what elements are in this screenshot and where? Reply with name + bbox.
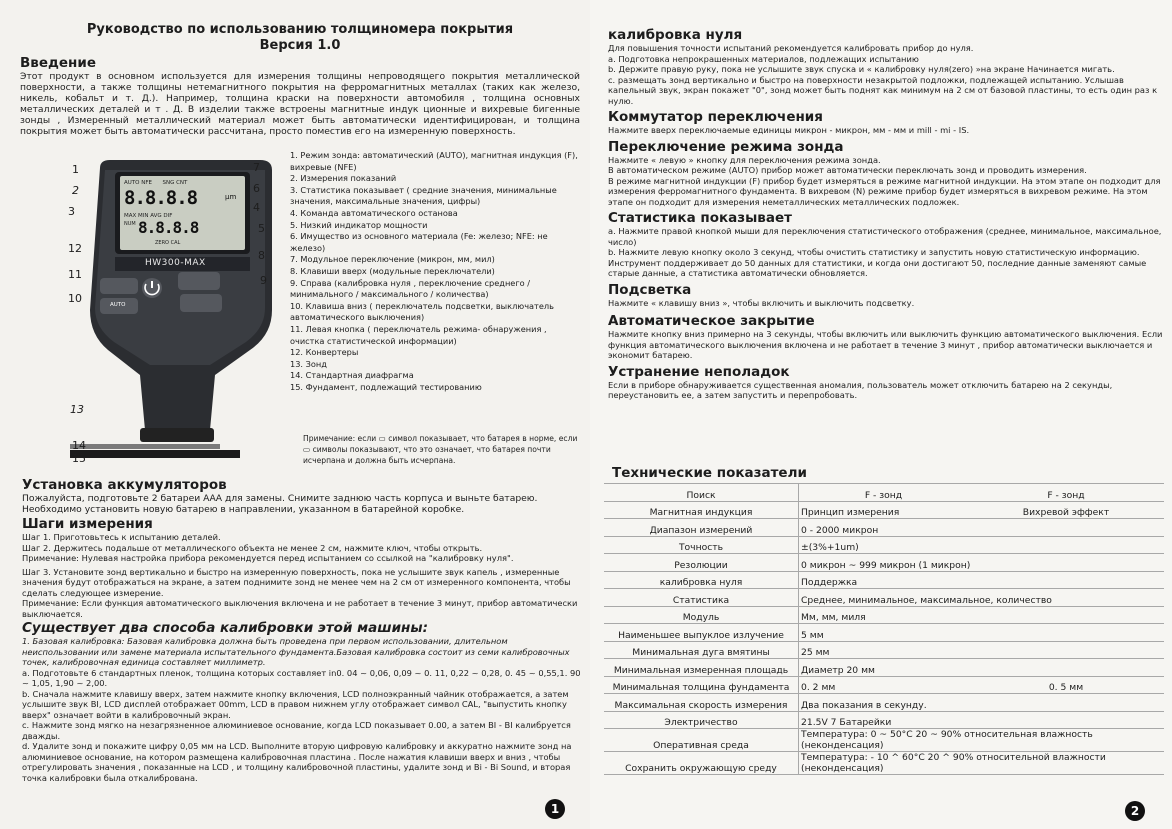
callout-8: 8 xyxy=(258,249,265,262)
spec-value: 0. 2 мм xyxy=(799,676,969,694)
step-1: Шаг 1. Приготовьтесь к испытанию деталей. xyxy=(22,532,221,542)
auto-off-text: Нажмите кнопку вниз примерно на 3 секунды, чтобы включить или выключить функцию автоматического выключения. Если функция автоматического выключения включена и не работает в течение 3 минут , прибор автоматически выключается и экономит батарею. xyxy=(608,329,1163,360)
spec-value: Диаметр 20 мм xyxy=(799,659,1165,677)
stats-heading: Статистика показывает xyxy=(608,210,792,226)
spec-key: Оперативная среда xyxy=(604,729,799,752)
step-note-1: Примечание: Нулевая настройка прибора рекомендуется перед испытанием со ссылкой на "калибровку нуля". xyxy=(22,553,514,563)
device-model: HW300-MAX xyxy=(145,258,206,268)
list-item: 14. Стандартная диафрагма xyxy=(290,370,414,381)
spec-key: Электричество xyxy=(604,711,799,729)
manual-title: Руководство по использованию толщиномера покрытия xyxy=(86,22,514,37)
probe-mode-heading: Переключение режима зонда xyxy=(608,138,844,155)
stats-text-1: a. Нажмите правой кнопкой мыши для переключения статистического отображения (среднее, минимальное, максимальное, число) xyxy=(608,226,1162,247)
table-row xyxy=(604,624,1164,642)
spec-value: Два показания в секунду. xyxy=(799,694,1165,712)
troubleshooting-heading: Устранение неполадок xyxy=(608,363,790,380)
spec-value-2: 0. 5 мм xyxy=(968,676,1164,694)
table-row xyxy=(604,641,1164,659)
page-number-2: 2 xyxy=(1125,801,1145,821)
lcd-unit: μm xyxy=(225,193,237,201)
steps-heading: Шаги измерения xyxy=(22,516,153,532)
calibration-step-a: a. Подготовьте 6 стандартных пленок, толщина которых составляет in0. 04 ~ 0,06, 0,09 ~ 0. 11, 0,22 ~ 0,28, 0. 45 ~ 0,55,1. 90 ~ 1,05, 1,90 ~ 2,00. xyxy=(22,667,581,688)
spec-key: Наименьшее выпуклое излучение xyxy=(604,624,799,642)
lcd-top-labels: AUTO NFE SNG CNT xyxy=(124,180,188,186)
spec-key: Модуль xyxy=(604,606,799,624)
list-item: 8. Клавиши вверх (модульные переключатели) xyxy=(290,265,495,276)
list-item: 2. Измерения показаний xyxy=(290,173,397,184)
list-item: 12. Конвертеры xyxy=(290,347,359,358)
spec-value: 25 мм xyxy=(799,641,1165,659)
zero-text-2: a. Подготовка непрокрашенных материалов, подлежащих испытанию xyxy=(608,53,919,64)
lcd-digits-bottom: 8.8.8.8 xyxy=(138,218,199,237)
callout-14: 14 xyxy=(72,439,86,452)
callout-13: 13 xyxy=(70,403,84,416)
step-note-2: Примечание: Если функция автоматического выключения включена и не работает в течение 3 минут, прибор автоматически выключается. xyxy=(22,598,578,619)
page-number-1: 1 xyxy=(545,799,565,819)
callout-5: 5 xyxy=(258,222,265,235)
list-item: 13. Зонд xyxy=(290,358,327,369)
zero-calibration-heading: калибровка нуля xyxy=(608,27,743,43)
spec-key: Диапазон измерений xyxy=(604,519,799,537)
spec-key: Максимальная скорость измерения xyxy=(604,694,799,712)
list-item: 4. Команда автоматического останова xyxy=(290,207,458,218)
spec-value: F - зонд xyxy=(799,484,969,502)
zero-text-3: b. Держите правую руку, пока не услышите звук спуска и « калибровку нуля(zero) »на экране Начинается мигать. xyxy=(608,64,1115,74)
spec-value-2: Вихревой эффект xyxy=(968,501,1164,519)
stats-text-2: b. Нажмите левую кнопку около 3 секунд, чтобы очистить статистику и запустить новую статистическую информацию. Инструмент поддерживает до 50 данных для статистики, и когда они достигают 50, последние данные заменяют самые старые данные, а статистика автоматически обновляется. xyxy=(608,247,1147,278)
spec-value: ±(3%+1um) xyxy=(799,536,1165,554)
list-item: 9. Справа (калибровка нуля , переключение среднего / минимального / максимального / количества) xyxy=(290,277,531,300)
table-row xyxy=(604,606,1164,624)
spec-key: Магнитная индукция xyxy=(604,501,799,519)
callout-7: 7 xyxy=(253,161,260,174)
lcd-mid-labels: MAX MIN AVG DIF xyxy=(124,213,173,219)
table-row xyxy=(604,501,1164,519)
specs-table xyxy=(604,483,1164,775)
lcd-zero-label: ZERO CAL xyxy=(155,240,181,246)
lcd-num-label: NUM xyxy=(124,221,136,227)
table-row xyxy=(604,536,1164,554)
list-item: 15. Фундамент, подлежащий тестированию xyxy=(290,381,482,392)
spec-value: 0 - 2000 микрон xyxy=(799,519,1165,537)
switch-text: Нажмите вверх переключаемые единицы микрон - микрон, мм - мм и mill - mi - IS. xyxy=(608,125,970,135)
callout-2: 2 xyxy=(72,184,79,197)
table-row xyxy=(604,711,1164,729)
table-row xyxy=(604,554,1164,572)
lcd-digits-top: 8.8.8.8 xyxy=(124,187,198,209)
spec-value: Температура: 0 ~ 50°C 20 ~ 90% относительная влажность (неконденсация) xyxy=(799,729,1165,752)
callout-11: 11 xyxy=(68,268,82,281)
table-row xyxy=(604,676,1164,694)
probe-text-1: Нажмите « левую » кнопку для переключения режима зонда. xyxy=(608,154,881,165)
right-page xyxy=(590,0,1172,829)
table-row xyxy=(604,484,1164,502)
callout-4: 4 xyxy=(253,201,260,214)
list-item: 6. Имущество из основного материала (Fe: железо; NFE: не железо) xyxy=(290,231,548,253)
spec-value: Принцип измерения xyxy=(799,501,969,519)
spec-key: калибровка нуля xyxy=(604,571,799,589)
list-item: 3. Статистика показывает ( средние значения, минимальные значения, максимальные значения, цифры) xyxy=(290,184,557,207)
spec-key: Сохранить окружающую среду xyxy=(604,752,799,775)
spec-value: Среднее, минимальное, максимальное, количество xyxy=(799,589,1165,607)
spec-value: Температура: - 10 ^ 60°C 20 ^ 90% относительной влажности (неконденсация) xyxy=(799,752,1165,775)
spec-value: Мм, мм, миля xyxy=(799,606,1165,624)
table-row xyxy=(604,589,1164,607)
probe-text-3: В режиме магнитной индукции (F) прибор будет измеряться в режиме магнитной индукции. На этом этапе он подходит для измерения ферромагнитного фундамента. В вихревом (N) режиме прибор будет измеряться в вихревом режиме. На этом этапе он подходит для измерения неметаллических металлических подложек. xyxy=(608,175,1161,207)
switch-heading: Коммутатор переключения xyxy=(608,109,823,125)
callout-15: 15 xyxy=(72,452,86,465)
calibration-step-b: b. Сначала нажмите клавишу вверх, затем нажмите кнопку включения, LCD полноэкранный чайник отображается, а затем услышите звук BI, LCD дисплей отображает 00mm, LCD в правом нижнем углу отображает символ CAL, "выпустить кнопку вверх" означает войти в калибровочный экран. xyxy=(22,688,569,720)
auto-button-label: AUTO xyxy=(110,302,126,308)
table-row xyxy=(604,519,1164,537)
spec-value-2: F - зонд xyxy=(968,484,1164,502)
callout-9: 9 xyxy=(260,274,267,287)
table-row xyxy=(604,659,1164,677)
callout-3: 3 xyxy=(68,205,75,218)
spec-key: Точность xyxy=(604,536,799,554)
spec-value: 21.5V 7 Батарейки xyxy=(799,711,1165,729)
calibration-intro: 1. Базовая калибровка: Базовая калибровка должна быть проведена при первом использовании, длительном неиспользовании или замене материала испытательного фундамента.Базовая калибровка состоит из семи калибровочных точек, калибровочная единица составляет миллиметр. xyxy=(22,636,570,667)
list-item: 5. Низкий индикатор мощности xyxy=(290,219,428,230)
callout-1: 1 xyxy=(72,163,79,176)
spec-key: Поиск xyxy=(604,484,799,502)
callout-12: 12 xyxy=(68,242,82,255)
table-row xyxy=(604,694,1164,712)
table-row xyxy=(604,729,1164,752)
calibration-heading: Существует два способа калибровки этой машины: xyxy=(22,620,428,636)
intro-heading: Введение xyxy=(20,55,96,71)
list-item: 11. Левая кнопка ( переключатель режима- обнаружения , очистка статистической информации) xyxy=(290,323,547,346)
feature-list xyxy=(290,150,580,393)
battery-note: Примечание: если ▭ символ показывает, что батарея в норме, если ▭ символы показывают, что это означает, что батарея почти исчерпана и должна быть исчерпана. xyxy=(303,434,578,465)
calibration-step-c: c. Нажмите зонд мягко на незагрязненное алюминиевое основание, когда LCD показывает 0.00, а затем BI - BI калибруется дважды. xyxy=(22,720,571,741)
probe-text-2: В автоматическом режиме (AUTO) прибор может автоматически переключать зонд и проводить измерения. xyxy=(608,165,1087,175)
spec-value: 0 микрон ~ 999 микрон (1 микрон) xyxy=(799,554,1165,572)
spec-key: Минимальная толщина фундамента xyxy=(604,676,799,694)
list-item: 7. Модульное переключение (микрон, мм, мил) xyxy=(290,254,495,265)
table-row xyxy=(604,571,1164,589)
spec-value: 5 мм xyxy=(799,624,1165,642)
backlight-heading: Подсветка xyxy=(608,281,692,298)
intro-text: Этот продукт в основном используется для измерения толщины непроводящего покрытия металлической поверхности, а также толщины нетемагнитного покрытия на ферромагнитных металлах (таких как железо, никель, кобальт и т. Д.). Например, толщина краски на поверхности автомобиля , толщина основных металлических деталей и т . Д. В изделии также встроены магнитные индук ционные и вихревые бигенные зонды , Измеренный металлический материал может быть автоматически идентифицирован, и толщина покрытия может быть автоматически рассчитана, просто поместив его на измеренную поверхность. xyxy=(20,71,580,137)
step-2: Шаг 2. Держитесь подальше от металлического объекта не менее 2 см, нажмите ключ, чтобы открыть. xyxy=(22,542,483,553)
callout-10: 10 xyxy=(68,292,82,305)
zero-text-1: Для повышения точности испытаний рекомендуется калибровать прибор до нуля. xyxy=(608,43,974,53)
spec-key: Минимальная дуга вмятины xyxy=(604,641,799,659)
table-row xyxy=(604,752,1164,775)
battery-text: Пожалуйста, подготовьте 2 батареи ААА для замены. Снимите заднюю часть корпуса и выньте батарею. Необходимо установить новую батарею в направлении, указанном в батарейной коробке. xyxy=(22,493,538,515)
calibration-step-d: d. Удалите зонд и покажите цифру 0,05 мм на LCD. Выполните вторую цифровую калибровку и аккуратно нажмите зонд на алюминиевое основание, на котором размещена калибровочная пластина . После нажатия клавиши вверх и вниз , чтобы отрегулировать значения , показанные на LCD , и толщину калибровочной пластины, удалите зонд и Bi - Bi Sound, и вторая точка калибровки была откалибрована. xyxy=(22,741,572,783)
troubleshooting-text: Если в приборе обнаруживается существенная аномалия, пользователь может отключить батарею на 2 секунды, переустановить ее, а затем запустить и перепробовать. xyxy=(608,379,1113,400)
spec-key: Статистика xyxy=(604,589,799,607)
spec-value: Поддержка xyxy=(799,571,1165,589)
specs-heading: Технические показатели xyxy=(612,465,807,481)
spec-key: Минимальная измеренная площадь xyxy=(604,659,799,677)
battery-heading: Установка аккумуляторов xyxy=(22,477,227,493)
spec-key: Резолюции xyxy=(604,554,799,572)
manual-version: Версия 1.0 xyxy=(259,38,341,53)
auto-off-heading: Автоматическое закрытие xyxy=(608,313,815,329)
callout-6: 6 xyxy=(253,182,260,195)
zero-text-4: c. размещать зонд вертикально и быстро на поверхности незакрытой подложки, подлежащей испытанию. Услышав капельный звук, экран покажет "0", зонд может быть поднят как минимум на 2 см от базовой пластины, то есть один раз к нулю. xyxy=(608,74,1158,106)
step-3: Шаг 3. Установите зонд вертикально и быстро на измеренную поверхность, пока не услышите звук капель , измеренные значения будут отображаться на экране, а затем поднимите зонд не менее чем на 2 см от измеренного компонента, чтобы сделать следующее измерение. xyxy=(22,566,571,598)
backlight-text: Нажмите « клавишу вниз », чтобы включить и выключить подсветку. xyxy=(608,297,915,308)
list-item: 1. Режим зонда: автоматический (AUTO), магнитная индукция (F), вихревые (NFE) xyxy=(290,150,578,172)
list-item: 10. Клавиша вниз ( переключатель подсветки, выключатель автоматического выключения) xyxy=(290,300,554,323)
